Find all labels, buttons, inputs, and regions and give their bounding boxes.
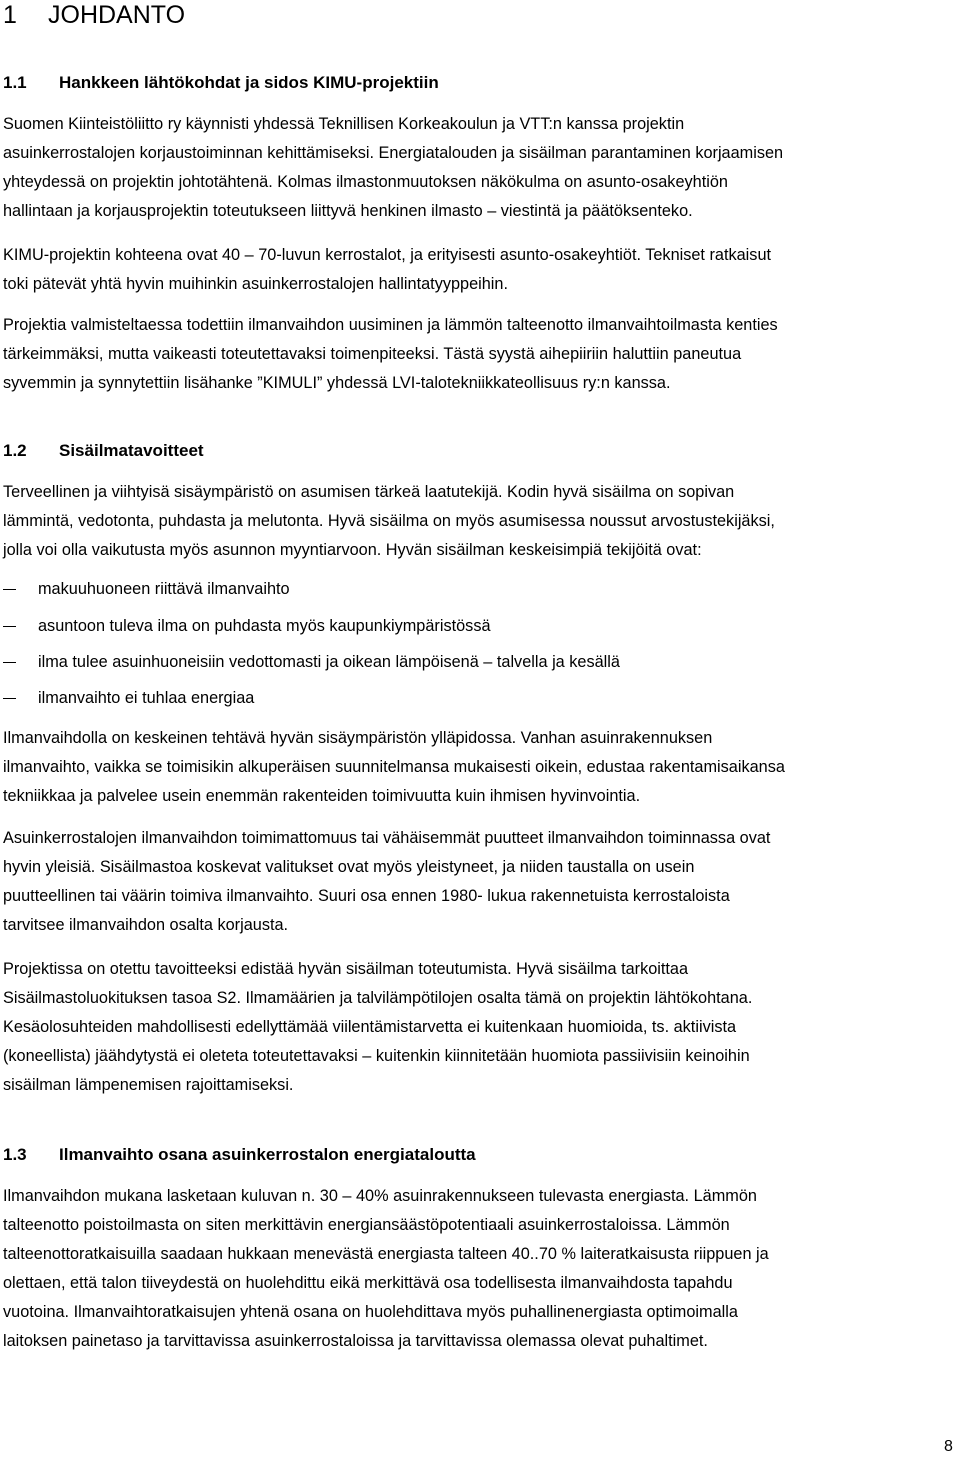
section-heading-1-2 <box>3 440 204 462</box>
dash-bullet-icon <box>3 589 16 590</box>
text-line: Kesäolosuhteiden mahdollisesti edellyttämää viilentämistarvetta ei kuitenkaan huomioida, ts. aktiivista <box>3 1018 737 1036</box>
section-heading-1-3 <box>3 1144 476 1166</box>
paragraph <box>3 724 958 811</box>
list-item-text: makuuhuoneen riittävä ilmanvaihto <box>38 580 290 598</box>
section-number: 1.1 <box>3 73 27 92</box>
text-line: yhteydessä on projektin johtotähtenä. Kolmas ilmastonmuutoksen näkökulma on asunto-osakeyhtiön <box>3 173 728 191</box>
text-line: sisäilman lämpenemisen rajoittamiseksi. <box>3 1076 294 1094</box>
chapter-title: JOHDANTO <box>48 1 186 29</box>
section-title: Ilmanvaihto osana asuinkerrostalon energiataloutta <box>59 1145 476 1164</box>
section-title: Hankkeen lähtökohdat ja sidos KIMU-projektiin <box>59 73 439 92</box>
list-item-text: asuntoon tuleva ilma on puhdasta myös kaupunkiympäristössä <box>38 617 491 635</box>
text-line: toki pätevät yhtä hyvin muihinkin asuinkerrostalojen hallintatyyppeihin. <box>3 275 509 293</box>
list-item-text: ilma tulee asuinhuoneisiin vedottomasti ja oikean lämpöisenä – talvella ja kesällä <box>38 653 620 671</box>
page-number: 8 <box>944 1438 953 1455</box>
text-line: (koneellista) jäähdytystä ei oleteta toteutettavaksi – kuitenkin kiinnitetään huomiota passiivisiin keinoihin <box>3 1047 750 1065</box>
text-line: ilmanvaihto, vaikka se toimisikin alkuperäisen suunnitelmansa mukaisesti oikein, edustaa rakentamisaikansa <box>3 758 785 776</box>
chapter-heading <box>3 0 185 31</box>
text-line: laitoksen painetaso ja tarvittavissa asuinkerrostaloissa ja tarvittavissa olemassa olevat puhaltimet. <box>3 1332 708 1350</box>
text-line: asuinkerrostalojen korjaustoiminnan kehittämiseksi. Energiatalouden ja sisäilman parantaminen korjaamisen <box>3 144 784 162</box>
section-number: 1.2 <box>3 441 27 460</box>
text-line: tekniikkaa ja palvelee usein enemmän rakenteiden toimivuutta kuin ihmisen hyvinvointia. <box>3 787 641 805</box>
paragraph <box>3 955 958 1100</box>
paragraph <box>3 311 958 398</box>
section-number: 1.3 <box>3 1145 27 1164</box>
text-line: vuotoina. Ilmanvaihtoratkaisujen yhtenä osana on huolehdittava myös puhallinenergiasta optimoimalla <box>3 1303 738 1321</box>
paragraph <box>3 1182 958 1356</box>
text-line: hallintaan ja korjausprojektin toteutukseen liittyvä henkinen ilmasto – viestintä ja päätöksenteko. <box>3 202 693 220</box>
text-line: Ilmanvaihdon mukana lasketaan kuluvan n. 30 – 40% asuinrakennukseen tulevasta energiasta. Lämmön <box>3 1187 757 1205</box>
text-line: Suomen Kiinteistöliitto ry käynnisti yhdessä Teknillisen Korkeakoulun ja VTT:n kanssa projektin <box>3 115 685 133</box>
section-heading-1-1 <box>3 72 439 94</box>
dash-bullet-icon <box>3 698 16 699</box>
text-line: talteenottoratkaisuilla saadaan hukkaan menevästä energiasta talteen 40..70 % laiteratkaisusta riippuen ja <box>3 1245 769 1263</box>
text-line: lämmintä, vedotonta, puhdasta ja melutonta. Hyvä sisäilma on myös asumisessa noussut arvostustekijäksi, <box>3 512 775 530</box>
paragraph <box>3 110 958 226</box>
list-item-text: ilmanvaihto ei tuhlaa energiaa <box>38 689 255 707</box>
paragraph <box>3 478 958 565</box>
text-line: tärkeimmäksi, mutta vaikeasti toteutettavaksi toimenpiteeksi. Tästä syystä aihepiiriin haluttiin paneutua <box>3 345 742 363</box>
chapter-number: 1 <box>3 1 17 29</box>
text-line: Projektia valmisteltaessa todettiin ilmanvaihdon uusiminen ja lämmön talteenotto ilmanvaihtoilmasta kenties <box>3 316 778 334</box>
section-title: Sisäilmatavoitteet <box>59 441 204 460</box>
paragraph <box>3 241 958 299</box>
text-line: KIMU-projektin kohteena ovat 40 – 70-luvun kerrostalot, ja erityisesti asunto-osakeyhtiöt. Tekniset ratkaisut <box>3 246 772 264</box>
dash-bullet-icon <box>3 662 16 663</box>
text-line: tarvitsee ilmanvaihdon osalta korjausta. <box>3 916 289 934</box>
text-line: Projektissa on otettu tavoitteeksi edistää hyvän sisäilman toteutumista. Hyvä sisäilma tarkoittaa <box>3 960 689 978</box>
text-line: Terveellinen ja viihtyisä sisäympäristö on asumisen tärkeä laatutekijä. Kodin hyvä sisäilma on sopivan <box>3 483 735 501</box>
text-line: hyvin yleisiä. Sisäilmastoa koskevat valitukset ovat myös yleistyneet, ja niiden taustalla on usein <box>3 858 695 876</box>
paragraph <box>3 824 958 940</box>
text-line: Sisäilmastoluokituksen tasoa S2. Ilmamäärien ja talvilämpötilojen osalta tämä on projektin lähtökohtana. <box>3 989 753 1007</box>
text-line: Ilmanvaihdolla on keskeinen tehtävä hyvän sisäympäristön ylläpidossa. Vanhan asuinrakennuksen <box>3 729 713 747</box>
text-line: talteenotto poistoilmasta on siten merkittävin energiansäästöpotentiaali asuinkerrostaloissa. Lämmön <box>3 1216 730 1234</box>
dash-bullet-icon <box>3 626 16 627</box>
text-line: Asuinkerrostalojen ilmanvaihdon toimimattomuus tai vähäisemmät puutteet ilmanvaihdon toiminnassa ovat <box>3 829 771 847</box>
text-line: puutteellinen tai väärin toimiva ilmanvaihto. Suuri osa ennen 1980- lukua rakennetuista kerrostaloista <box>3 887 730 905</box>
text-line: olettaen, että talon tiiveydestä on huolehdittu eikä merkittävä osa todellisesta ilmanvaihdosta tapahdu <box>3 1274 733 1292</box>
text-line: syvemmin ja synnytettiin lisähanke ”KIMULI” yhdessä LVI-talotekniikkateollisuus ry:n kanssa. <box>3 374 671 392</box>
text-line: jolla voi olla vaikutusta myös asunnon myyntiarvoon. Hyvän sisäilman keskeisimpiä tekijöitä ovat: <box>3 541 702 559</box>
